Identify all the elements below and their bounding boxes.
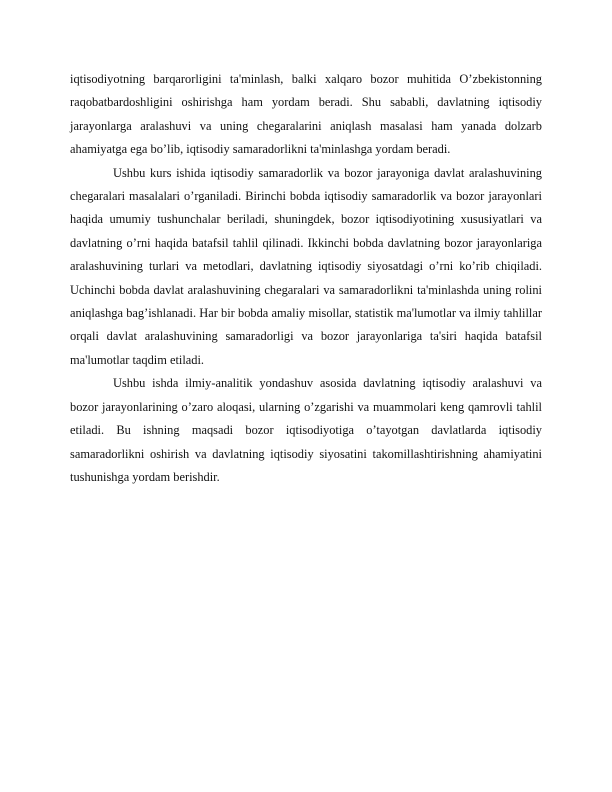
paragraph-course-overview: Ushbu kurs ishida iqtisodiy samaradorlik va bozor jarayoniga davlat aralashuvining chegaralari masalalari o’rganiladi. Birinchi bobda iqtisodiy samaradorlik va bozor jarayonlari haqida umumiy tushunchalar beriladi, shuningdek, bozor iqtisodiyotining xususiyatlari va davlatning o’rni haqida batafsil tahlil qilinadi. Ikkinchi bobda davlatning bozor jarayonlariga aralashuvining turlari va metodlari, davlatning iqtisodiy siyosatdagi o’rni ko’rib chiqiladi. Uchinchi bobda davlat aralashuvining chegaralari va samaradorlikni ta'minlashda uning rolini aniqlashga bag’ishlanadi. Har bir bobda amaliy misollar, statistik ma'lumotlar va ilmiy tahlillar orqali davlat aralashuvining samaradorligi va bozor jarayonlariga ta'siri haqida batafsil ma'lumotlar taqdim etiladi. [70,165,542,367]
paragraph-continuation: iqtisodiyotning barqarorligini ta'minlash, balki xalqaro bozor muhitida O’zbekistonning raqobatbardoshligini oshirishga ham yordam beradi. Shu sababli, davlatning iqtisodiy jarayonlarga aralashuvi va uning chegaralarini aniqlash masalasi ham yanada dolzarb ahamiyatga ega bo’lib, iqtisodiy samaradorlikni ta'minlashga yordam beradi. [70,72,542,157]
paragraph-approach-and-goal: Ushbu ishda ilmiy-analitik yondashuv asosida davlatning iqtisodiy aralashuvi va bozor jarayonlarining o’zaro aloqasi, ularning o’zgarishi va muammolari keng qamrovli tahlil etiladi. Bu ishning maqsadi bozor iqtisodiyotiga o’tayotgan davlatlarda iqtisodiy samaradorlikni oshirish va davlatning iqtisodiy siyosatini takomillashtirishning ahamiyatini tushunishga yordam berishdir. [70,376,542,484]
body-text [70,68,542,489]
